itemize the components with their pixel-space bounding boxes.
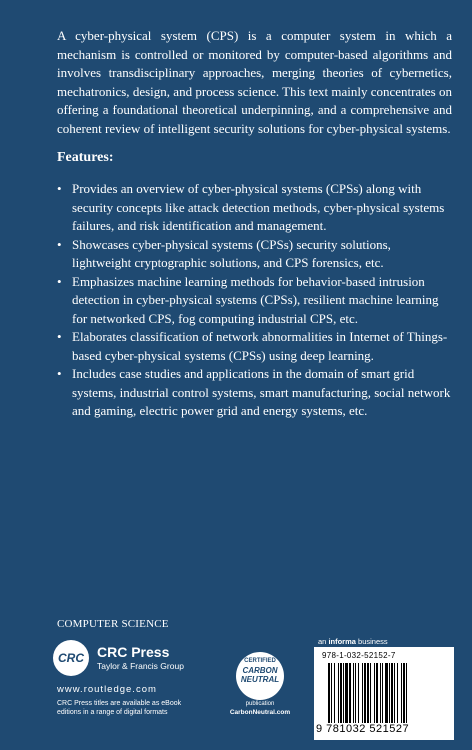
bullet-icon: •: [57, 329, 62, 344]
feature-text: Elaborates classification of network abnormalities in Internet of Things-based cyber-physical systems (CPSs) using deep learning.: [72, 329, 448, 363]
features-heading: Features:: [57, 150, 114, 165]
informa-line: [318, 637, 388, 646]
feature-text: Showcases cyber-physical systems (CPSs) security solutions, lightweight cryptographic solutions, and CPS forensics, etc.: [72, 236, 391, 270]
barcode-digits: 9 781032 521527: [316, 723, 410, 735]
badge-publication-label: publication: [245, 701, 275, 707]
features-list: [57, 180, 452, 421]
badge-site: CarbonNeutral.com: [229, 709, 291, 716]
feature-item: [57, 236, 452, 273]
publisher-name: CRC Press: [97, 644, 170, 660]
feature-text: Includes case studies and applications in the domain of smart grid systems, industrial control systems, smart manufacturing, social network and gaming, electric power grid and energy systems, etc.: [72, 366, 451, 418]
barcode-icon: [328, 663, 446, 723]
badge-line-1: CERTIFIED: [244, 658, 276, 664]
carbon-neutral-badge-icon: [236, 652, 284, 700]
badge-line-2: CARBON: [242, 666, 278, 675]
feature-item: [57, 273, 452, 329]
crc-logo-icon: CRC: [53, 640, 89, 676]
book-description: A cyber-physical system (CPS) is a computer system in which a mechanism is controlled or monitored by computer-based algorithms and involves transdisciplinary approaches, merging theories of cybernetics, mechatronics, design, and process science. This text mainly concentrates on offering a foundational theoretical underpinning, and a comprehensive and coherent review of intelligent security solutions for cyber-physical systems.: [57, 28, 452, 136]
publisher-website: www.routledge.com: [57, 684, 157, 695]
feature-text: Provides an overview of cyber-physical systems (CPSs) along with security concepts like attack detection methods, cyber-physical systems failures, and risk identification and management.: [72, 181, 445, 233]
subject-category: COMPUTER SCIENCE: [57, 618, 169, 630]
bullet-icon: •: [57, 181, 62, 196]
bullet-icon: •: [57, 273, 62, 289]
isbn-number: 978-1-032-52152-7: [322, 651, 396, 660]
badge-line-3: NEUTRAL: [240, 675, 280, 684]
informa-suffix: business: [355, 637, 388, 646]
feature-text: Emphasizes machine learning methods for behavior-based intrusion detection in cyber-physical systems (CPSs), resilient machine learning for networked CPS, fog computing industrial CPS, etc.: [72, 273, 439, 326]
publisher-group: Taylor & Francis Group: [97, 661, 184, 671]
bullet-icon: •: [57, 366, 62, 381]
bullet-icon: •: [57, 236, 62, 252]
informa-brand: informa: [328, 637, 356, 646]
ebook-note: CRC Press titles are available as eBook editions in a range of digital formats: [57, 700, 182, 716]
feature-item: [57, 328, 452, 365]
feature-item: [57, 365, 452, 421]
feature-item: [57, 180, 452, 236]
informa-prefix: an: [318, 637, 329, 646]
isbn-barcode: [314, 647, 454, 740]
